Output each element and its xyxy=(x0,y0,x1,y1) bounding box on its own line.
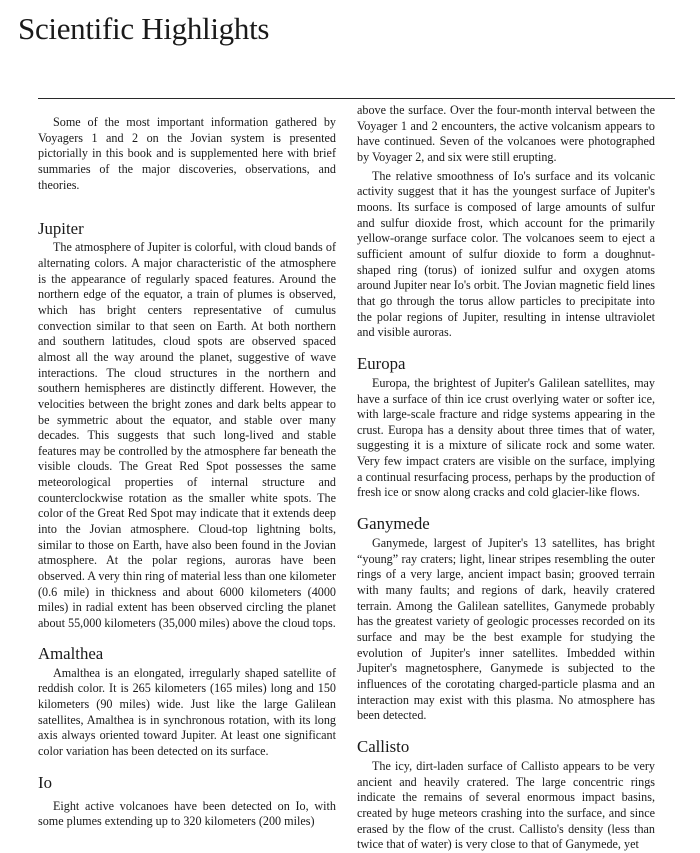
amalthea-heading: Amalthea xyxy=(38,643,104,663)
ganymede-heading: Ganymede xyxy=(357,514,430,534)
io-paragraph-continued: above the surface. Over the four-month interval between the Voyager 1 and 2 encounters, the active volcanism appears to have continued. Seven of the volcanoes were photographed by Voyager 2, and six were still erupting. xyxy=(357,103,655,164)
callisto-heading: Callisto xyxy=(357,736,410,756)
ganymede-paragraph: Ganymede, largest of Jupiter's 13 satellites, has bright “young” ray craters; light, linear stripes resembling the outer rings of a very large, ancient impact basin; grooved terrain with many faults; and regions of dark, heavily cratered terrain. Among the Galilean satellites, Ganymede probably has the greatest variety of geologic processes recorded on its surface and may be the best example for studying the evolution of Jupiter's inner satellites. Imbedded within Jupiter's magnetosphere, Ganymede is subjected to the influences of the corotating charged-particle plasma and an interaction may exist with this plasma. No atmosphere has been detected. xyxy=(357,536,655,723)
europa-heading: Europa xyxy=(357,353,406,373)
io-paragraph-2: The relative smoothness of Io's surface and its volcanic activity suggest that it has the youngest surface of Jupiter's moons. Its surface is composed of large amounts of sulfur and sulfur dioxide frost, which account for the primarily yellow-orange surface color. The volcanoes seem to eject a sufficient amount of sulfur dioxide to form a doughnut-shaped ring (torus) of ionized sulfur and oxygen atoms around Jupiter near Io's orbit. The Jovian magnetic field lines that go through the torus allow particles to precipitate into the polar regions of Jupiter, resulting in intense ultraviolet and visible auroras. xyxy=(357,168,655,340)
io-heading: Io xyxy=(38,772,52,792)
title-rule xyxy=(38,98,675,99)
callisto-paragraph: The icy, dirt-laden surface of Callisto appears to be very ancient and heavily cratered. The large concentric rings indicate the remains of several enormous impact basins, created by huge meteors crashing into the surface, and since erased by the flow of the crust. Callisto's density (less than twice that of water) is very close to that of Ganymede, yet xyxy=(357,758,655,852)
intro-paragraph: Some of the most important information gathered by Voyagers 1 and 2 on the Jovian system is presented pictorially in this book and is supplemented here with brief summaries of the major discoveries, observations, and theories. xyxy=(38,115,336,192)
page-title: Scientific Highlights xyxy=(18,11,270,46)
jupiter-paragraph: The atmosphere of Jupiter is colorful, with cloud bands of alternating colors. A major characteristic of the atmosphere is the appearance of regularly spaced features. Around the northern edge of the equator, a train of plumes is observed, which has bright centers representative of cumulus convection similar to that seen on Earth. At both northern and southern latitudes, cloud spots are observed spaced almost all the way around the planet, suggestive of wave interactions. The cloud structures in the northern and southern hemispheres are distinctly different. However, the velocities between the bright zones and dark belts appear to be symmetric about the equator, and stable over many decades. This suggests that such long-lived and stable features may be controlled by the atmosphere far beneath the visible clouds. The Great Red Spot possesses the same meteorological properties of internal structure and counterclockwise rotation as the smaller white spots. The color of the Great Red Spot may indicate that it extends deep into the Jovian atmosphere. Cloud-top lightning bolts, similar to those on Earth, have also been found in the Jovian atmosphere. At the polar regions, auroras have been observed. A very thin ring of material less than one kilometer (0.6 mile) in thickness and about 6000 kilometers (4000 miles) in radial extent has been observed circling the planet about 55,000 kilometers (35,000 miles) above the cloud tops. xyxy=(38,240,336,631)
left-column xyxy=(38,104,336,830)
right-column xyxy=(357,103,655,853)
jupiter-heading: Jupiter xyxy=(38,219,84,239)
io-paragraph-start: Eight active volcanoes have been detected on Io, with some plumes extending up to 320 kilometers (200 miles) xyxy=(38,798,336,829)
amalthea-paragraph: Amalthea is an elongated, irregularly shaped satellite of reddish color. It is 265 kilometers (165 miles) long and 150 kilometers (90 miles) wide. Just like the large Galilean satellites, Amalthea is in synchronous rotation, with its long axis always oriented toward Jupiter. At least one significant color variation has been detected on its surface. xyxy=(38,665,336,758)
europa-paragraph: Europa, the brightest of Jupiter's Galilean satellites, may have a surface of thin ice crust overlying water or softer ice, with large-scale fracture and ridge systems appearing in the crust. Europa has a density about three times that of water, suggesting it is a mixture of silicate rock and some water. Very few impact craters are visible on the surface, implying a continual resurfacing process, perhaps by the production of fresh ice or snow along cracks and cold glacier-like flows. xyxy=(357,375,655,500)
